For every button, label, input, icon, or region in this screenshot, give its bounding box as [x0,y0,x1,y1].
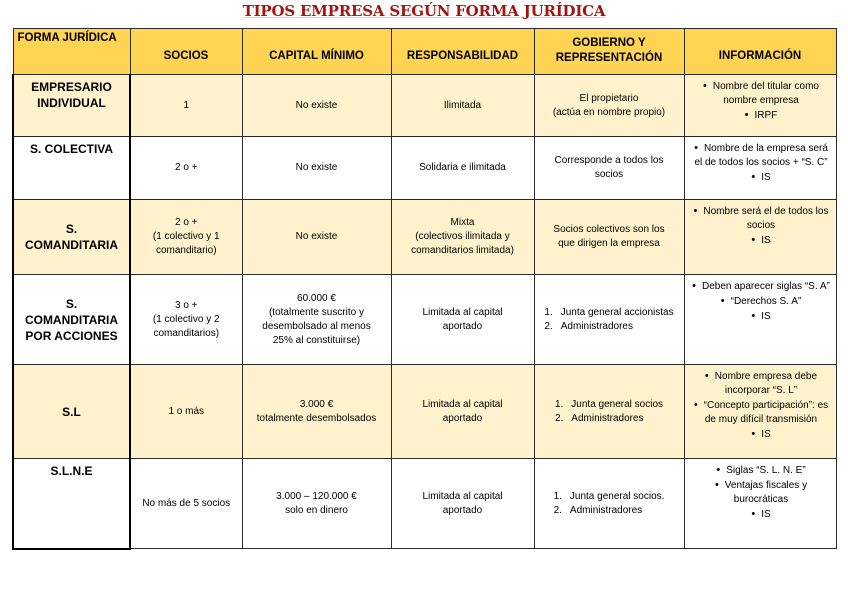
informacion-list-item: • Nombre de la empresa será el de todos los socios + “S. C” [689,141,832,170]
gobierno-list [544,306,673,334]
forma-juridica-cell [13,365,130,459]
informacion-cell [684,365,836,459]
header-responsabilidad: RESPONSABILIDAD [391,29,534,75]
header-informacion: INFORMACIÓN [684,29,836,75]
header-gobierno-line2: REPRESENTACIÓN [555,52,663,64]
informacion-list-item: • Siglas “S. L. N. E” [689,463,832,478]
socios-text: 2 o + [174,162,198,173]
responsabilidad-cell [391,75,534,137]
responsabilidad-text: Ilimitada [443,99,482,111]
capital-text: totalmente desembolsados [256,412,377,424]
gobierno-list-item [544,320,673,334]
list-number: 1. [544,306,553,318]
socios-cell [130,459,242,549]
informacion-list-item: • “Concepto participación”: es de muy difícil transmisión [689,398,832,427]
gobierno-list-text: Administradores [571,412,644,424]
informacion-list-item: • Ventajas fiscales y burocráticas [689,478,832,507]
gobierno-list [555,398,663,426]
responsabilidad-text: Limitada al capital [422,398,503,410]
responsabilidad-cell [391,200,534,275]
socios-cell [130,365,242,459]
socios-text: comanditario) [155,245,217,256]
forma-juridica-text: S. COLECTIVA [29,142,114,156]
informacion-list [689,204,832,248]
capital-minimo-cell [242,459,391,549]
informacion-list-item: • IRPF [689,108,832,123]
informacion-list-item: • “Derechos S. A” [689,294,832,309]
responsabilidad-text: Mixta [450,217,475,228]
informacion-list [689,141,832,185]
socios-text: 1 o más [168,405,205,417]
informacion-list-item: • IS [689,309,832,324]
forma-juridica-text: INDIVIDUAL [37,96,106,110]
socios-cell [130,137,242,200]
gobierno-text: socios [594,169,624,180]
list-number: 2. [553,504,562,516]
informacion-list-item: • IS [689,507,832,522]
socios-text: 3 o + [174,299,198,311]
forma-juridica-text: S.L [62,404,81,419]
list-number: 1. [554,398,564,410]
informacion-cell [684,459,836,549]
gobierno-list-item [555,412,663,426]
gobierno-list-item [555,398,663,412]
gobierno-text: El propietario [579,92,639,104]
table-row [13,137,836,200]
forma-juridica-text: COMANDITARIA [24,238,119,252]
responsabilidad-text: Limitada al capital [422,306,503,318]
informacion-cell [684,200,836,275]
informacion-list-item: • IS [689,233,832,248]
responsabilidad-cell [391,275,534,365]
capital-minimo-cell [242,365,391,459]
socios-text: 1 [183,99,190,111]
capital-text: 25% al constituirse) [272,334,361,346]
capital-minimo-cell [242,200,391,275]
socios-cell [130,275,242,365]
capital-text: 3.000 € [299,398,334,410]
gobierno-text: Socios colectivos son los [553,224,665,235]
gobierno-list-item [554,504,665,518]
forma-juridica-text: S.L.N.E [50,464,93,478]
socios-text: comanditarios) [153,327,220,339]
informacion-list-item: • Deben aparecer siglas “S. A” [689,279,832,294]
responsabilidad-cell [391,365,534,459]
responsabilidad-cell [391,459,534,549]
gobierno-text: que dirigen la empresa [558,238,660,249]
gobierno-list-text: Administradores [569,504,643,516]
gobierno-cell [534,275,684,365]
gobierno-cell [534,459,684,549]
header-socios: SOCIOS [130,29,242,75]
header-forma-juridica: FORMA JURÍDICA [13,29,130,75]
forma-juridica-text: S. [65,296,78,311]
gobierno-cell [534,365,684,459]
gobierno-list-text: Junta general socios. [569,490,665,502]
capital-text: (totalmente suscrito y [268,306,365,318]
list-number: 2. [544,320,553,332]
informacion-list-item: • Nombre empresa debe incorporar “S. L” [689,369,832,398]
forma-juridica-text: S. [65,222,78,236]
informacion-list [689,279,832,324]
capital-minimo-cell [242,275,391,365]
responsabilidad-text: aportado [442,320,483,332]
forma-juridica-text: EMPRESARIO [31,80,112,94]
socios-text: 2 o + [174,217,198,228]
gobierno-list-item [544,306,673,320]
responsabilidad-text: (colectivos ilimitada y [415,231,510,242]
informacion-list [689,79,832,123]
informacion-cell [684,75,836,137]
informacion-list [689,369,832,442]
forma-juridica-cell [13,275,130,365]
capital-text: solo en dinero [285,504,348,516]
capital-text: No existe [295,99,338,111]
capital-text: No existe [295,162,338,173]
informacion-cell [684,137,836,200]
capital-minimo-cell [242,75,391,137]
informacion-list-item: • IS [689,427,832,442]
list-number: 2. [554,412,564,424]
socios-text: No más de 5 socios [142,497,231,509]
responsabilidad-cell [391,137,534,200]
gobierno-cell [534,137,684,200]
table-row [13,75,836,137]
gobierno-list-text: Administradores [560,320,633,332]
document-title: TIPOS EMPRESA SEGÚN FORMA JURÍDICA [242,2,606,20]
informacion-list [689,463,832,522]
table-row [13,200,836,275]
forma-juridica-cell [13,459,130,549]
responsabilidad-text: comanditarios limitada) [411,245,514,256]
capital-text: No existe [295,231,338,242]
socios-cell [130,75,242,137]
list-number: 1. [553,490,562,502]
capital-text: 60.000 € [297,292,336,304]
gobierno-text: (actúa en nombre propio) [552,106,666,118]
forma-juridica-cell [13,200,130,275]
gobierno-cell [534,75,684,137]
gobierno-list-text: Junta general socios [571,398,664,410]
informacion-list-item: • Nombre será el de todos los socios [689,204,832,233]
socios-cell [130,200,242,275]
forma-juridica-cell [13,75,130,137]
header-gobierno-line1: GOBIERNO Y [572,37,646,49]
capital-text: 3.000 – 120.000 € [276,490,357,502]
responsabilidad-text: Limitada al capital [422,490,503,502]
forma-juridica-text: POR ACCIONES [25,328,118,343]
socios-text: (1 colectivo y 1 [152,231,220,242]
capital-minimo-cell [242,137,391,200]
gobierno-text: Corresponde a todos los [554,155,664,166]
header-row [13,29,836,75]
table-row [13,365,836,459]
responsabilidad-text: Solidaria e ilimitada [419,162,506,173]
legal-forms-table [12,28,837,550]
gobierno-cell [534,200,684,275]
header-gobierno [534,29,684,75]
socios-text: (1 colectivo y 2 [152,313,220,325]
table-row [13,459,836,549]
forma-juridica-text: COMANDITARIA [24,312,119,327]
informacion-list-item: • IS [689,170,832,185]
responsabilidad-text: aportado [442,504,483,516]
table-row [13,275,836,365]
capital-text: desembolsado al menos [262,320,371,332]
informacion-cell [684,275,836,365]
gobierno-list-text: Junta general accionistas [560,306,674,318]
gobierno-list-item [554,490,665,504]
informacion-list-item: • Nombre del titular como nombre empresa [689,79,832,108]
header-capital-minimo: CAPITAL MÍNIMO [242,29,391,75]
forma-juridica-cell [13,137,130,200]
responsabilidad-text: aportado [442,412,483,424]
gobierno-list [554,490,665,518]
